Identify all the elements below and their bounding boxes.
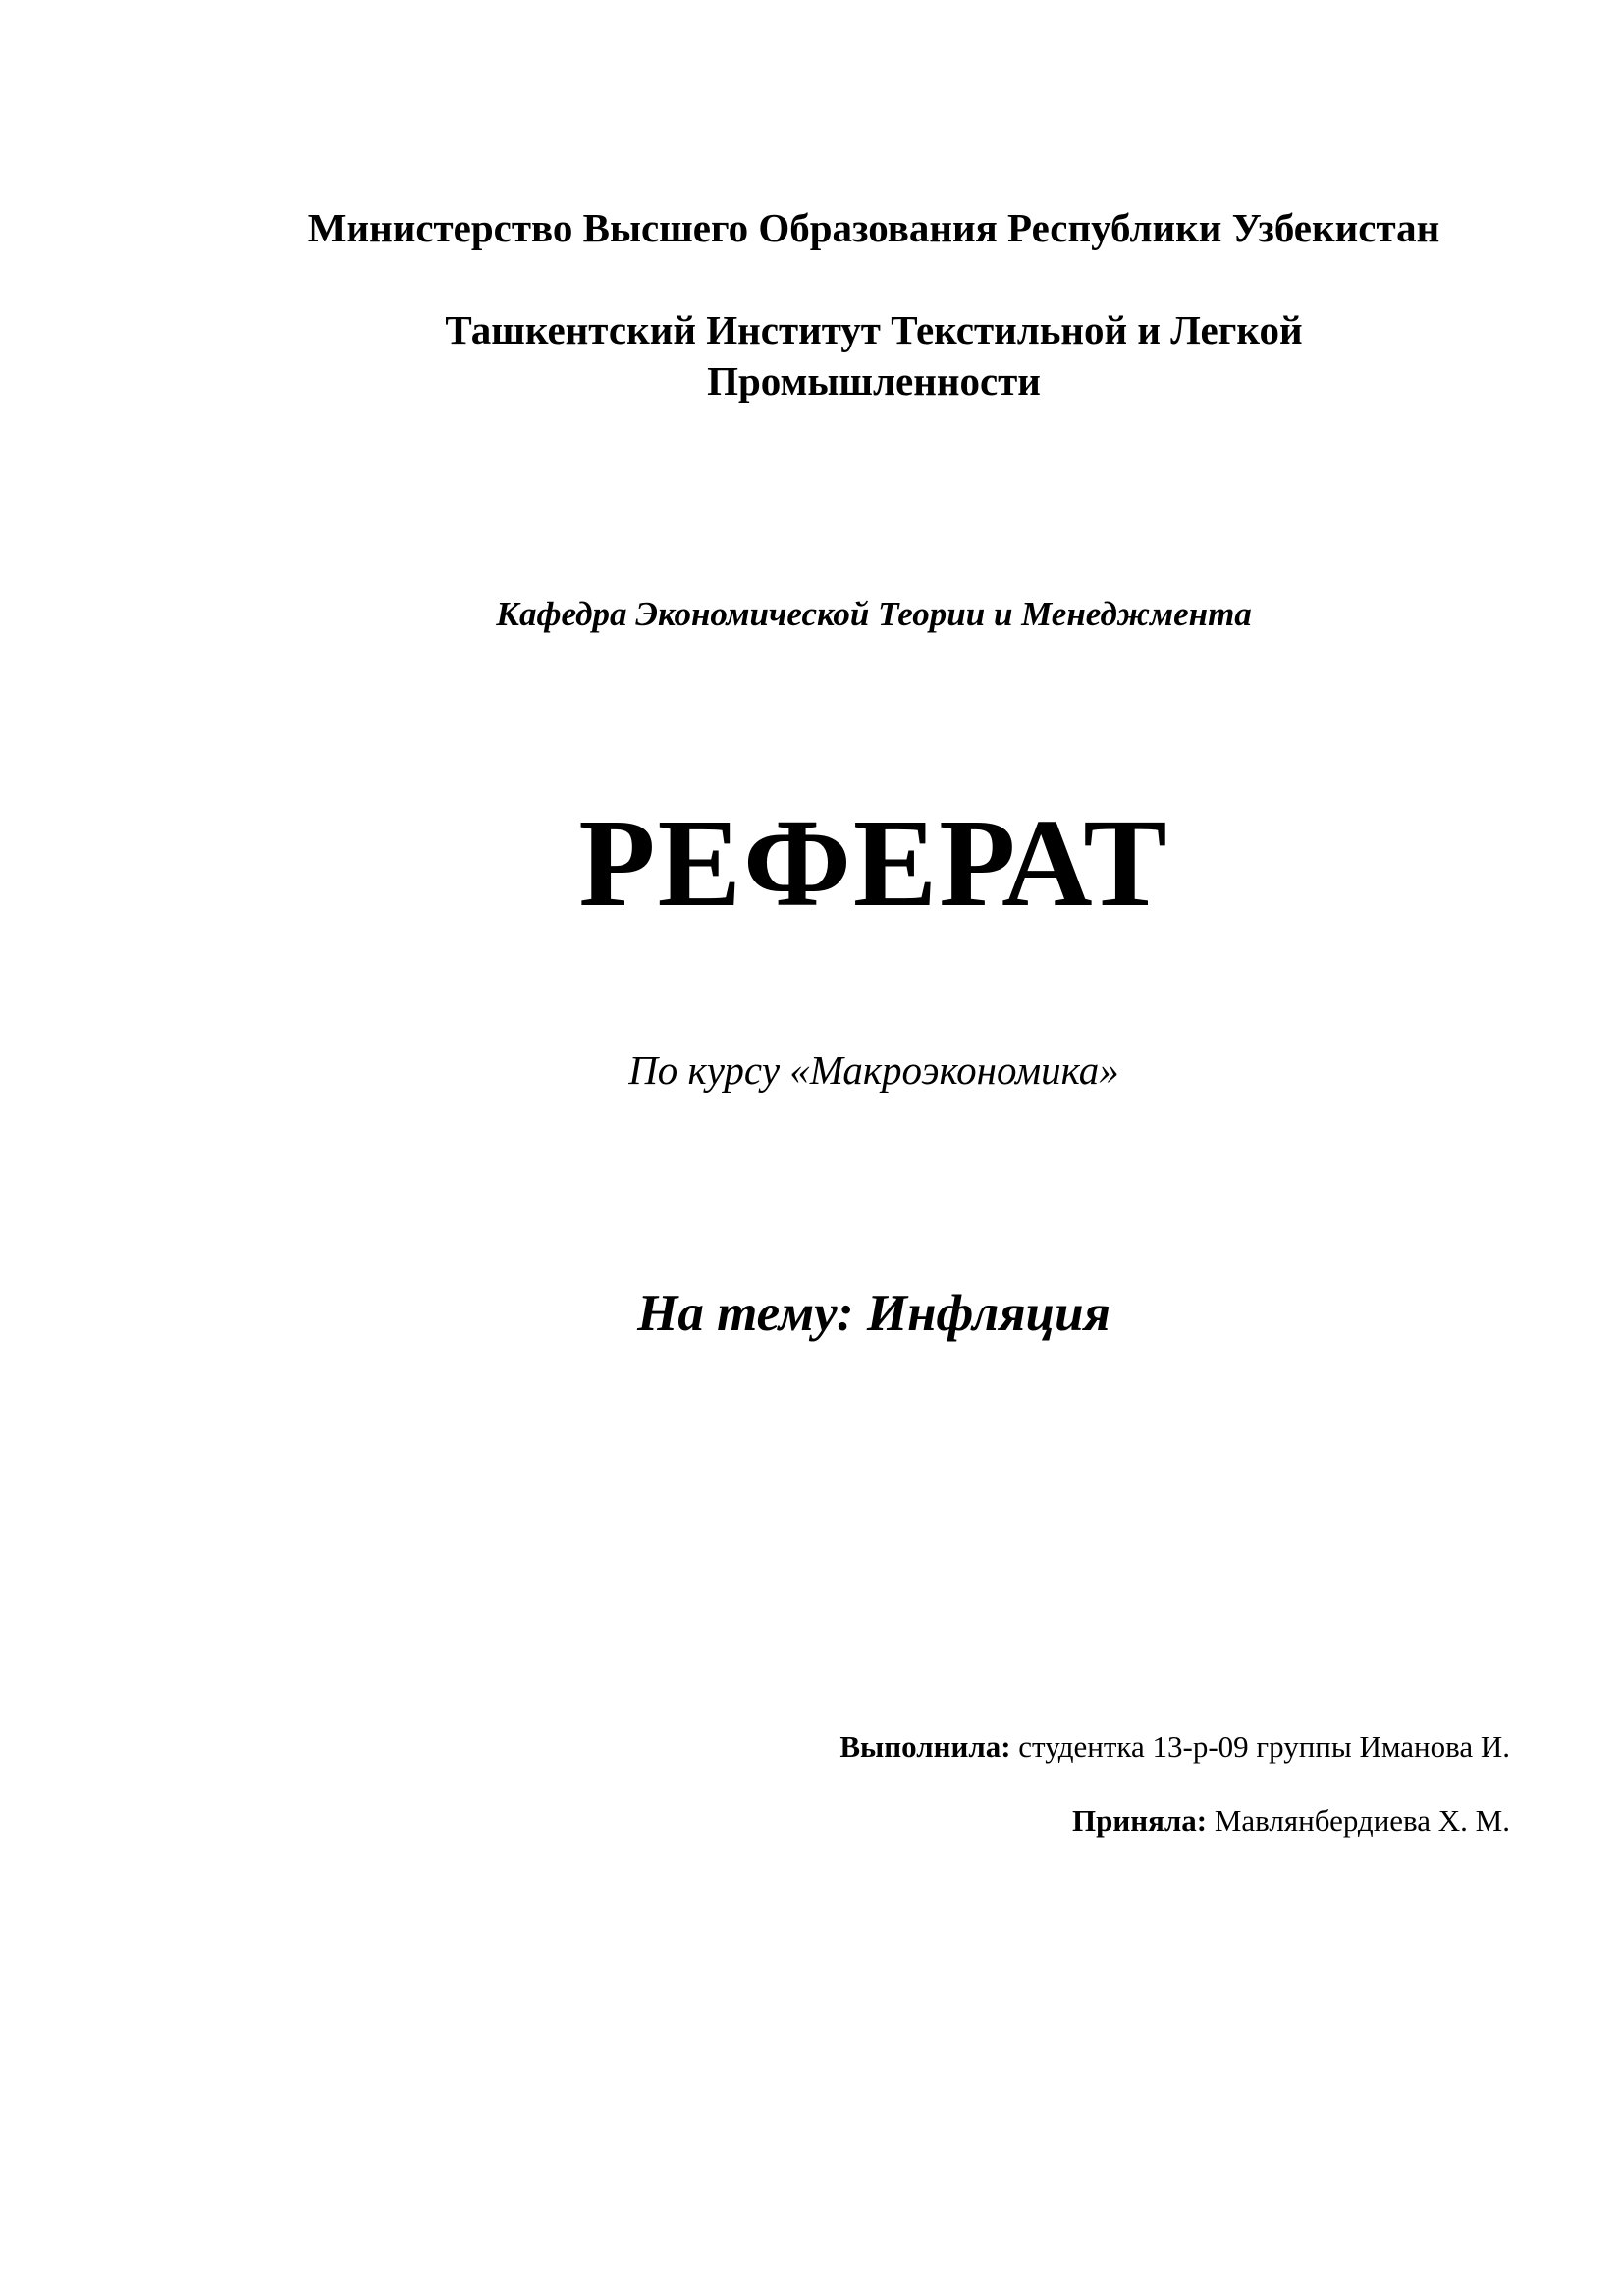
institute-line-2: Промышленности <box>707 358 1041 403</box>
performed-by-value: студентка 13-р-09 группы Иманова И. <box>1018 1730 1510 1764</box>
institute-line-1: Ташкентский Институт Текстильной и Легкой <box>445 307 1303 352</box>
department-heading: Кафедра Экономической Теории и Менеджмента <box>496 595 1252 633</box>
ministry-heading: Министерство Высшего Образования Республики Узбекистан <box>307 205 1440 250</box>
accepted-by-value: Мавлянбердиева Х. М. <box>1214 1803 1510 1838</box>
performed-by <box>839 1730 1510 1765</box>
institute-heading <box>0 304 1624 406</box>
course-subtitle: По курсу «Макроэкономика» <box>628 1047 1119 1093</box>
accepted-by <box>1072 1803 1510 1839</box>
performed-by-label: Выполнила: <box>839 1730 1011 1764</box>
topic-title: На тему: Инфляция <box>637 1285 1110 1342</box>
document-type-title: РЕФЕРАТ <box>578 793 1169 933</box>
accepted-by-label: Приняла: <box>1072 1803 1208 1838</box>
